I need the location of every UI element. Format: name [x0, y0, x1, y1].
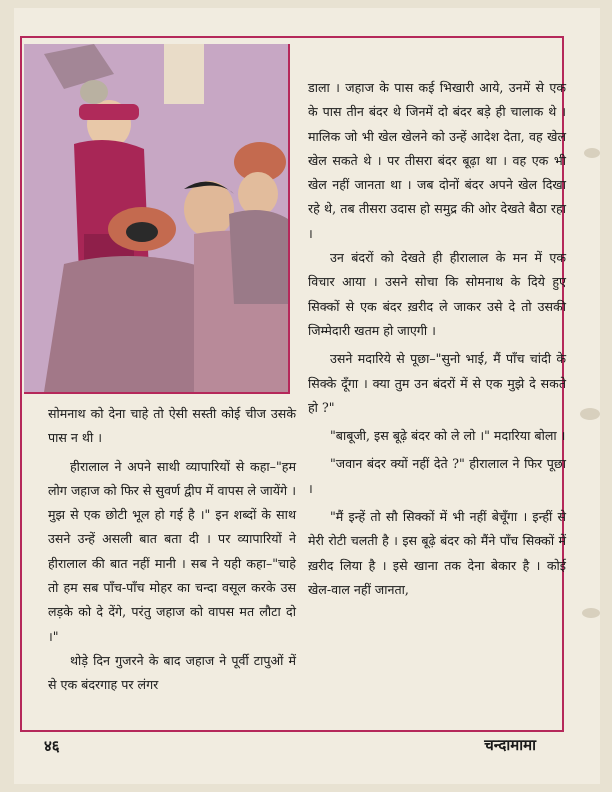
page-number: ४६ [44, 737, 60, 755]
page-frame [20, 36, 564, 732]
magazine-title: चन्दामामा [484, 736, 536, 754]
story-paragraph: "मैं इन्हें तो सौ सिक्कों में भी नहीं बेचूँगा । इन्हीं से मेरी रोटी चलती है । इस बूढ़े बंदर को मैंने पाँच सिक्कों में ख़रीद लिया है । इसे खाना तक देना बेकार है । कोई खेल-वाल नहीं जानता, [308, 509, 566, 597]
magazine-page [14, 8, 600, 784]
left-text-column [48, 402, 296, 698]
story-paragraph: सोमनाथ को देना चाहे तो ऐसी सस्ती कोई चीज उसके पास न थी । [48, 406, 296, 446]
paper-wear-mark [584, 148, 600, 158]
paper-wear-mark [582, 608, 600, 618]
story-illustration [24, 44, 290, 394]
story-paragraph: हीरालाल ने अपने साथी व्यापारियों से कहा–"हम लोग जहाज को फिर से सुवर्ण द्वीप में वापस ले जायेंगे । मुझ से एक छोटी भूल हो गई है ।" इन शब्दों के साथ उसने उन्हें असली बात बता दी । पर व्यापारियों ने हीरालाल की बात नहीं मानी । सब ने यही कहा–"चाहे तो हम सब पाँच-पाँच मोहर का चन्दा वसूल करके उस लड़के को दे देंगे, परंतु जहाज को वापस मत लौटा दो ।" [48, 458, 296, 644]
right-text-column [308, 76, 566, 602]
story-paragraph: डाला । जहाज के पास कई भिखारी आये, उनमें से एक के पास तीन बंदर थे जिनमें दो बंदर बड़े ही चालाक थे । मालिक जो भी खेल खेलने को उन्हें आदेश देता, वह खेल खेल सकते थे । पर तीसरा बंदर बूढ़ा था । वह एक भी खेल नहीं जानता था । जब दोनों बंदर अपने खेल दिखा रहे थे, तब तीसरा उदास हो समुद्र की ओर देखते बैठा रहा । [308, 80, 566, 241]
paper-wear-mark [580, 408, 600, 420]
story-paragraph: थोड़े दिन गुजरने के बाद जहाज ने पूर्वी टापुओं में से एक बंदरगाह पर लंगर [48, 652, 296, 693]
story-paragraph: उसने मदारिये से पूछा–"सुनो भाई, मैं पाँच चांदी के सिक्के दूँगा । क्या तुम उन बंदरों में से एक मुझे दे सकते हो ?" [308, 351, 566, 415]
story-paragraph: उन बंदरों को देखते ही हीरालाल के मन में एक विचार आया । उसने सोचा कि सोमनाथ के दिये हुए सिक्कों से एक बंदर ख़रीद ले जाकर उसे दे तो उसकी जिम्मेदारी खतम हो जाएगी । [308, 250, 566, 338]
story-paragraph: "बाबूजी, इस बूढ़े बंदर को ले लो ।" मदारिया बोला । [330, 428, 566, 444]
story-paragraph: "जवान बंदर क्यों नहीं देते ?" हीरालाल ने फिर पूछा । [308, 456, 566, 496]
